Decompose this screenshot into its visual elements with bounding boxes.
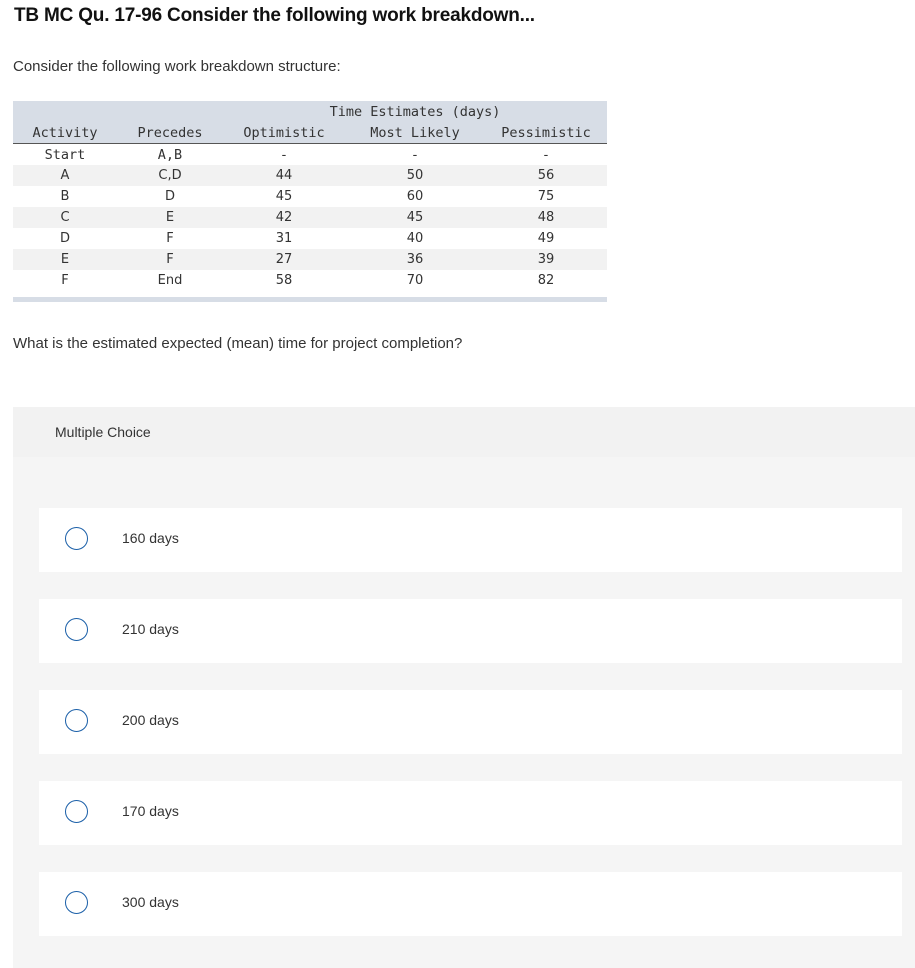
cell-optimistic: 44 <box>223 165 345 186</box>
work-breakdown-table <box>13 101 607 302</box>
column-header-optimistic: Optimistic <box>223 122 345 144</box>
column-header-precedes: Precedes <box>117 122 223 144</box>
question-text: What is the estimated expected (mean) time for project completion? <box>13 335 463 352</box>
cell-pessimistic: 49 <box>537 231 555 246</box>
cell-pessimistic: 75 <box>537 189 555 204</box>
cell-activity: A <box>13 165 117 186</box>
answer-option[interactable] <box>39 872 902 936</box>
cell-activity: B <box>60 189 70 204</box>
answer-option-label: 160 days <box>122 530 179 546</box>
cell-pessimistic: 48 <box>485 207 607 228</box>
column-header-pessimistic: Pessimistic <box>485 122 607 144</box>
column-header-activity: Activity <box>13 122 117 144</box>
cell-precedes: End <box>157 273 183 288</box>
intro-text: Consider the following work breakdown structure: <box>13 58 341 75</box>
cell-most-likely: 36 <box>345 249 485 270</box>
answer-option[interactable] <box>39 781 902 845</box>
cell-pessimistic: - <box>541 146 551 163</box>
cell-pessimistic: 56 <box>485 165 607 186</box>
cell-precedes: F <box>166 231 174 246</box>
cell-most-likely: 70 <box>406 273 424 288</box>
radio-button-icon[interactable] <box>65 527 88 550</box>
table-bottom-bar <box>13 297 607 302</box>
radio-button-icon[interactable] <box>65 709 88 732</box>
multiple-choice-panel <box>13 407 915 968</box>
radio-button-icon[interactable] <box>65 891 88 914</box>
radio-button-icon[interactable] <box>65 618 88 641</box>
radio-button-icon[interactable] <box>65 800 88 823</box>
answer-option[interactable] <box>39 690 902 754</box>
cell-pessimistic: 82 <box>537 273 555 288</box>
cell-optimistic: 58 <box>275 273 293 288</box>
cell-optimistic: 42 <box>223 207 345 228</box>
cell-most-likely: 50 <box>345 165 485 186</box>
answer-option[interactable] <box>39 508 902 572</box>
table-row <box>13 270 607 291</box>
answer-option[interactable] <box>39 599 902 663</box>
answer-option-label: 210 days <box>122 621 179 637</box>
table-row <box>13 186 607 207</box>
answer-option-label: 170 days <box>122 803 179 819</box>
cell-precedes: A,B <box>157 146 183 163</box>
multiple-choice-header: Multiple Choice <box>55 424 151 440</box>
cell-most-likely: 60 <box>406 189 424 204</box>
cell-optimistic: - <box>279 146 289 163</box>
cell-activity: Start <box>44 146 86 163</box>
table-row <box>13 249 607 270</box>
cell-optimistic: 27 <box>223 249 345 270</box>
answer-option-label: 300 days <box>122 894 179 910</box>
cell-precedes: D <box>164 189 175 204</box>
cell-most-likely: 45 <box>345 207 485 228</box>
table-row <box>13 144 607 166</box>
cell-most-likely: - <box>410 146 420 163</box>
table-row <box>13 228 607 249</box>
question-title: TB MC Qu. 17-96 Consider the following work breakdown... <box>14 5 535 26</box>
table-group-header-row <box>13 101 607 122</box>
cell-precedes: C,D <box>117 165 223 186</box>
cell-precedes: E <box>117 207 223 228</box>
cell-most-likely: 40 <box>406 231 424 246</box>
table-column-header-row <box>13 122 607 144</box>
cell-activity: C <box>13 207 117 228</box>
cell-activity: E <box>13 249 117 270</box>
table-row <box>13 207 607 228</box>
table-row <box>13 165 607 186</box>
cell-activity: F <box>61 273 69 288</box>
answer-options <box>13 457 915 968</box>
cell-activity: D <box>59 231 70 246</box>
column-header-most-likely: Most Likely <box>345 122 485 144</box>
cell-optimistic: 31 <box>275 231 293 246</box>
cell-pessimistic: 39 <box>485 249 607 270</box>
cell-optimistic: 45 <box>275 189 293 204</box>
answer-option-label: 200 days <box>122 712 179 728</box>
cell-precedes: F <box>117 249 223 270</box>
time-estimates-header: Time Estimates (days) <box>223 101 607 122</box>
